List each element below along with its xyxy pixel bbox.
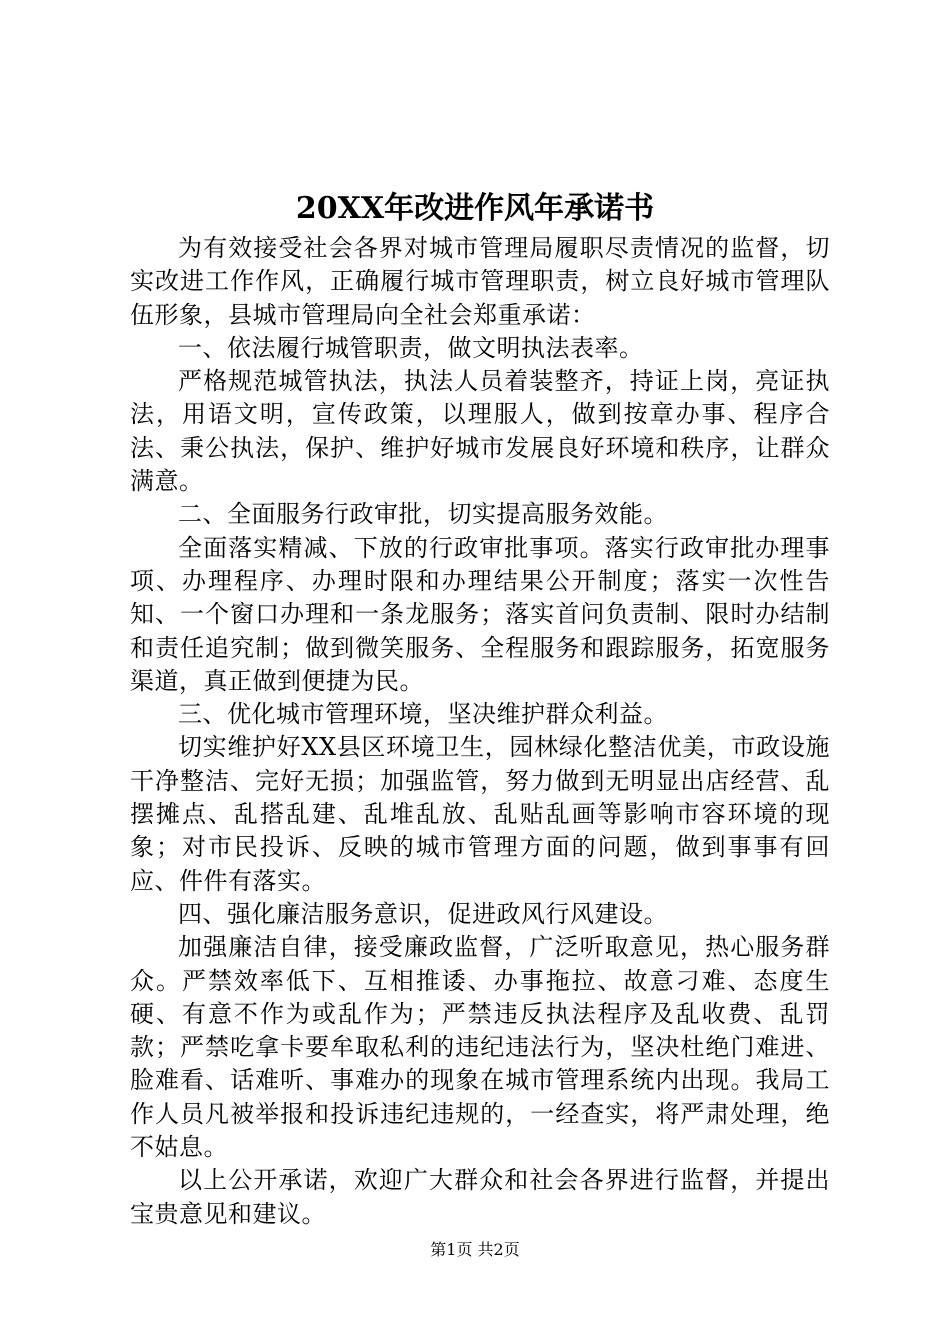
section-body-4: 加强廉洁自律，接受廉政监督，广泛听取意见，热心服务群众。严禁效率低下、互相推诿、办事拖拉、故意刁难、态度生硬、有意不作为或乱作为；严禁违反执法程序及乱收费、乱罚款；严禁吃拿卡要牟取私利的违纪违法行为，坚决杜绝门难进、脸难看、话难听、事难办的现象在城市管理系统内出现。我局工作人员凡被举报和投诉违纪违规的，一经查实，将严肃处理，绝不姑息。: [130, 933, 830, 1162]
paragraph-closing: 以上公开承诺，欢迎广大群众和社会各界进行监督，并提出宝贵意见和建议。: [130, 1166, 830, 1228]
section-heading-2: 二、全面服务行政审批，切实提高服务效能。: [178, 500, 668, 529]
section-body-3: 切实维护好XX县区环境卫生，园林绿化整洁优美，市政设施干净整洁、完好无损；加强监管，努力做到无明显出店经营、乱摆摊点、乱搭乱建、乱堆乱放、乱贴乱画等影响市容环境的现象；对市民投诉、反映的城市管理方面的问题，做到事事有回应、件件有落实。: [130, 733, 830, 895]
document-title: 20XX年改进作风年承诺书: [295, 191, 655, 226]
page-number-footer: 第1页 共2页: [430, 1240, 520, 1259]
section-body-1: 严格规范城管执法，执法人员着装整齐，持证上岗，亮证执法，用语文明，宣传政策，以理服人，做到按章办事、程序合法、秉公执法，保护、维护好城市发展良好环境和秩序，让群众满意。: [130, 367, 830, 496]
document-body: [130, 232, 830, 1231]
section-heading-4: 四、强化廉洁服务意识，促进政风行风建设。: [178, 899, 668, 928]
section-body-2: 全面落实精减、下放的行政审批事项。落实行政审批办理事项、办理程序、办理时限和办理结果公开制度；落实一次性告知、一个窗口办理和一条龙服务；落实首问负责制、限时办结制和责任追究制；做到微笑服务、全程服务和跟踪服务，拓宽服务渠道，真正做到便捷为民。: [130, 533, 830, 695]
section-heading-3: 三、优化城市管理环境，坚决维护群众利益。: [178, 700, 668, 729]
paragraph-intro: 为有效接受社会各界对城市管理局履职尽责情况的监督，切实改进工作作风，正确履行城市管理职责，树立良好城市管理队伍形象，县城市管理局向全社会郑重承诺：: [130, 234, 830, 329]
section-heading-1: 一、依法履行城管职责，做文明执法表率。: [178, 333, 644, 362]
